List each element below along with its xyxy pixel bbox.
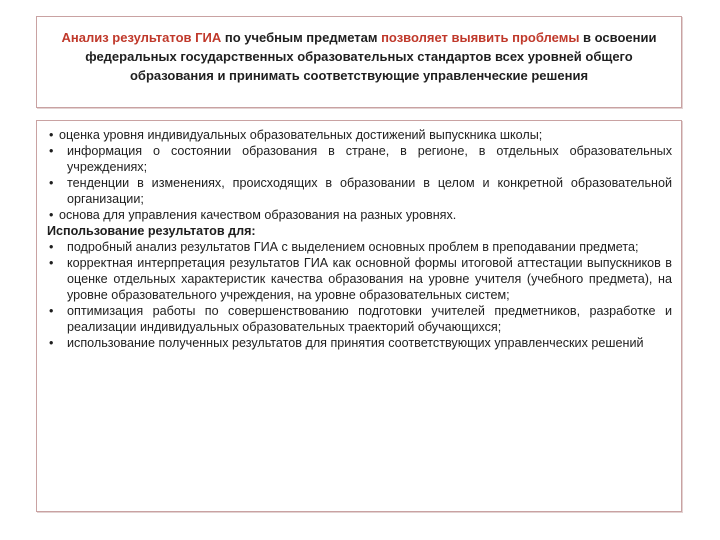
list-item-text: оптимизация работы по совершенствованию подготовки учителей предметников, разработке и реализации индивидуальных образовательных траекторий обучающихся; bbox=[67, 304, 672, 334]
title-box bbox=[36, 16, 682, 108]
bullet-icon: • bbox=[49, 256, 54, 270]
title-text-2: по учебным предметам bbox=[221, 30, 382, 45]
list-item bbox=[47, 175, 672, 207]
list-item bbox=[47, 303, 672, 335]
title-highlight-2: позволяет выявить проблемы bbox=[381, 30, 580, 45]
title-text-4: в освоении федеральных государственных образовательных стандартов всех уровней общего образования и принимать соответствующие управленческие решения bbox=[85, 30, 657, 83]
list-item bbox=[47, 255, 672, 303]
title-highlight-1: Анализ результатов ГИА bbox=[61, 30, 222, 45]
bullet-icon: • bbox=[49, 208, 54, 222]
list-item bbox=[47, 335, 672, 351]
bullet-icon: • bbox=[49, 304, 54, 318]
list-item-text: тенденции в изменениях, происходящих в образовании в целом и конкретной образовательной организации; bbox=[67, 176, 672, 206]
list-item bbox=[47, 239, 672, 255]
list-item bbox=[47, 207, 672, 223]
list-item-text: подробный анализ результатов ГИА с выделением основных проблем в преподавании предмета; bbox=[67, 240, 639, 254]
section-heading: Использование результатов для: bbox=[47, 224, 256, 238]
bullet-icon: • bbox=[49, 176, 54, 190]
list-item bbox=[47, 127, 672, 143]
list-item-text: оценка уровня индивидуальных образовательных достижений выпускника школы; bbox=[59, 128, 543, 142]
list-item-text: информация о состоянии образования в стране, в регионе, в отдельных образовательных учреждениях; bbox=[67, 144, 672, 174]
list-item bbox=[47, 143, 672, 175]
content-box bbox=[36, 120, 682, 512]
bullet-icon: • bbox=[49, 128, 54, 142]
slide-title bbox=[45, 28, 673, 85]
list-item-text: основа для управления качеством образования на разных уровнях. bbox=[59, 208, 457, 222]
bullet-icon: • bbox=[49, 240, 54, 254]
bullet-icon: • bbox=[49, 144, 54, 158]
bullet-icon: • bbox=[49, 336, 54, 350]
list-item-text: использование полученных результатов для принятия соответствующих управленческих решений bbox=[67, 336, 644, 350]
content-body bbox=[47, 127, 672, 351]
list-item-text: корректная интерпретация результатов ГИА как основной формы итоговой аттестации выпускников в оценке отдельных характеристик качества образования на уровне учителя (учебного предмета), на уровне образовательного учреждения, на уровне образовательных систем; bbox=[67, 256, 672, 302]
